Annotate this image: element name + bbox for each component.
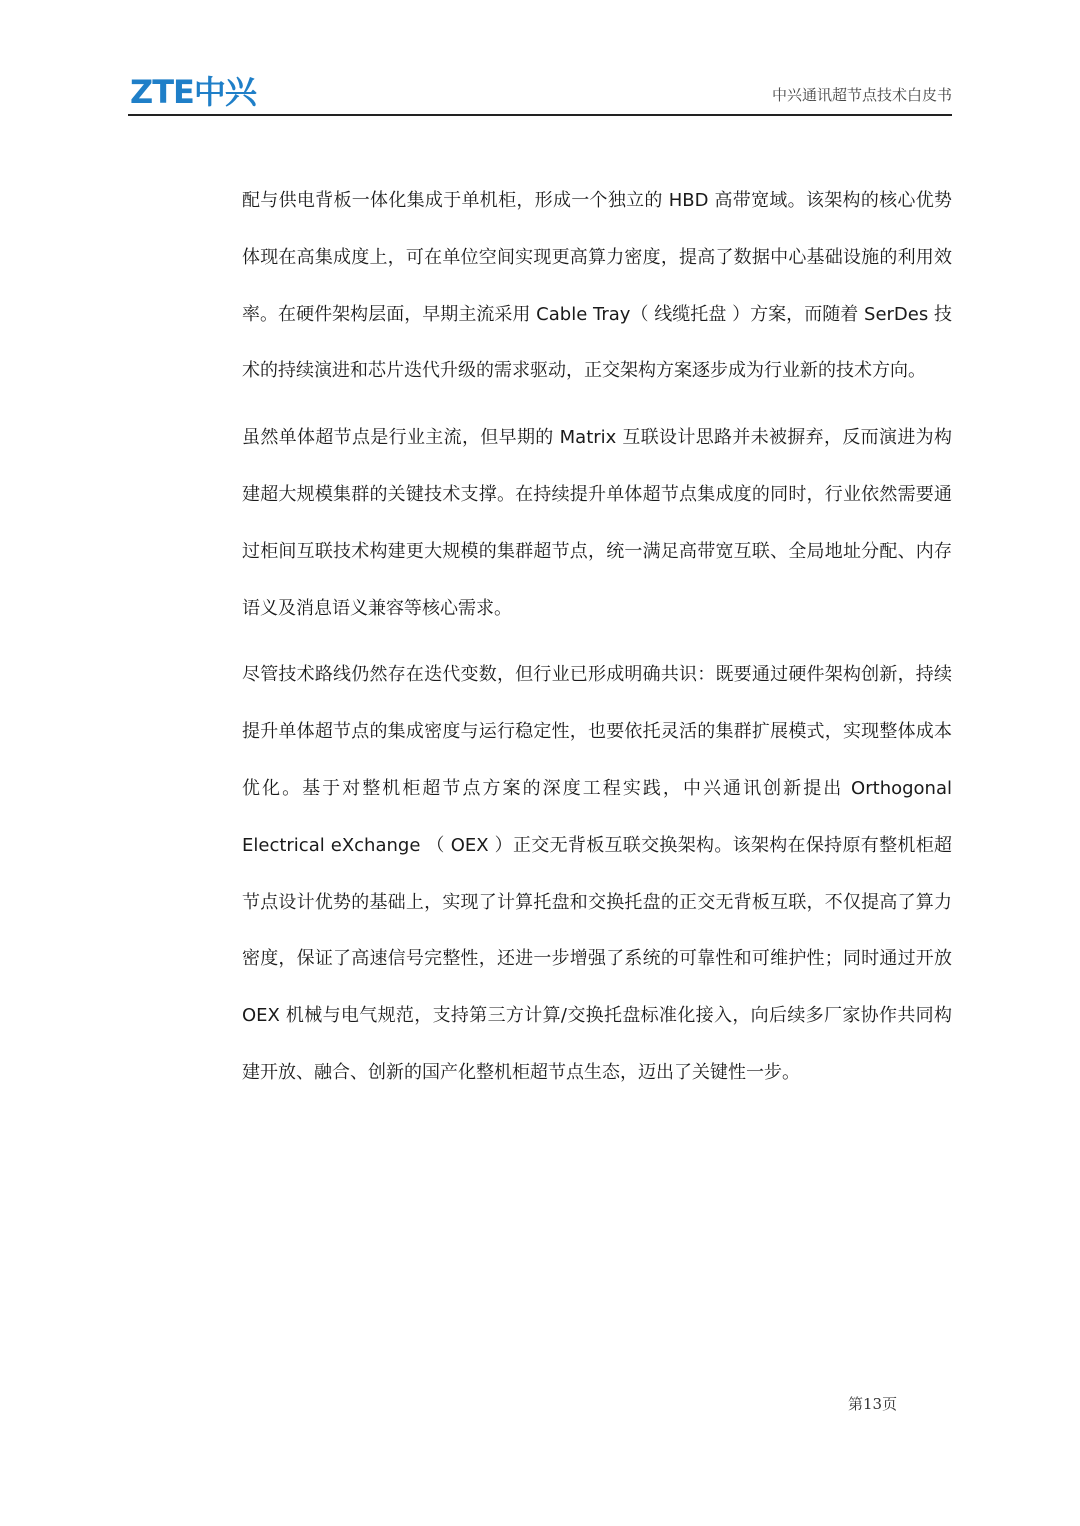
paragraph-3: 尽管技术路线仍然存在迭代变数，但行业已形成明确共识：既要通过硬件架构创新，持续提升单体超节点的集成密度与运行稳定性，也要依托灵活的集群扩展模式，实现整体成本优化。基于对整机柜超节点方案的深度工程实践，中兴通讯创新提出 Orthogonal Electrical eXchange （ OEX ）正交无背板互联交换架构。该架构在保持原有整机柜超节点设计优势的基础上，实现了计算托盘和交换托盘的正交无背板互联，不仅提高了算力密度，保证了高速信号完整性，还进一步增强了系统的可靠性和可维护性；同时通过开放 OEX 机械与电气规范，支持第三方计算/交换托盘标准化接入，向后续多厂家协作共同构建开放、融合、创新的国产化整机柜超节点生态，迈出了关键性一步。 bbox=[242, 664, 952, 1083]
paragraph-2: 虽然单体超节点是行业主流，但早期的 Matrix 互联设计思路并未被摒弃，反而演进为构建超大规模集群的关键技术支撑。在持续提升单体超节点集成度的同时，行业依然需要通过柜间互联技术构建更大规模的集群超节点，统一满足高带宽互联、全局地址分配、内存语义及消息语义兼容等核心需求。 bbox=[242, 427, 952, 619]
page-number: 第13页 bbox=[848, 1395, 898, 1413]
document-title: 中兴通讯超节点技术白皮书 bbox=[771, 86, 952, 104]
body-text bbox=[242, 173, 952, 1112]
page-header bbox=[128, 70, 952, 116]
paragraph-1: 配与供电背板一体化集成于单机柜，形成一个独立的 HBD 高带宽域。该架构的核心优势体现在高集成度上，可在单位空间实现更高算力密度，提高了数据中心基础设施的利用效率。在硬件架构层面，早期主流采用 Cable Tray（ 线缆托盘 ）方案，而随着 SerDes 技术的持续演进和芯片迭代升级的需求驱动，正交架构方案逐步成为行业新的技术方向。 bbox=[242, 190, 952, 382]
header-divider bbox=[128, 114, 952, 116]
zte-logo: ZTE中兴 bbox=[130, 73, 256, 111]
